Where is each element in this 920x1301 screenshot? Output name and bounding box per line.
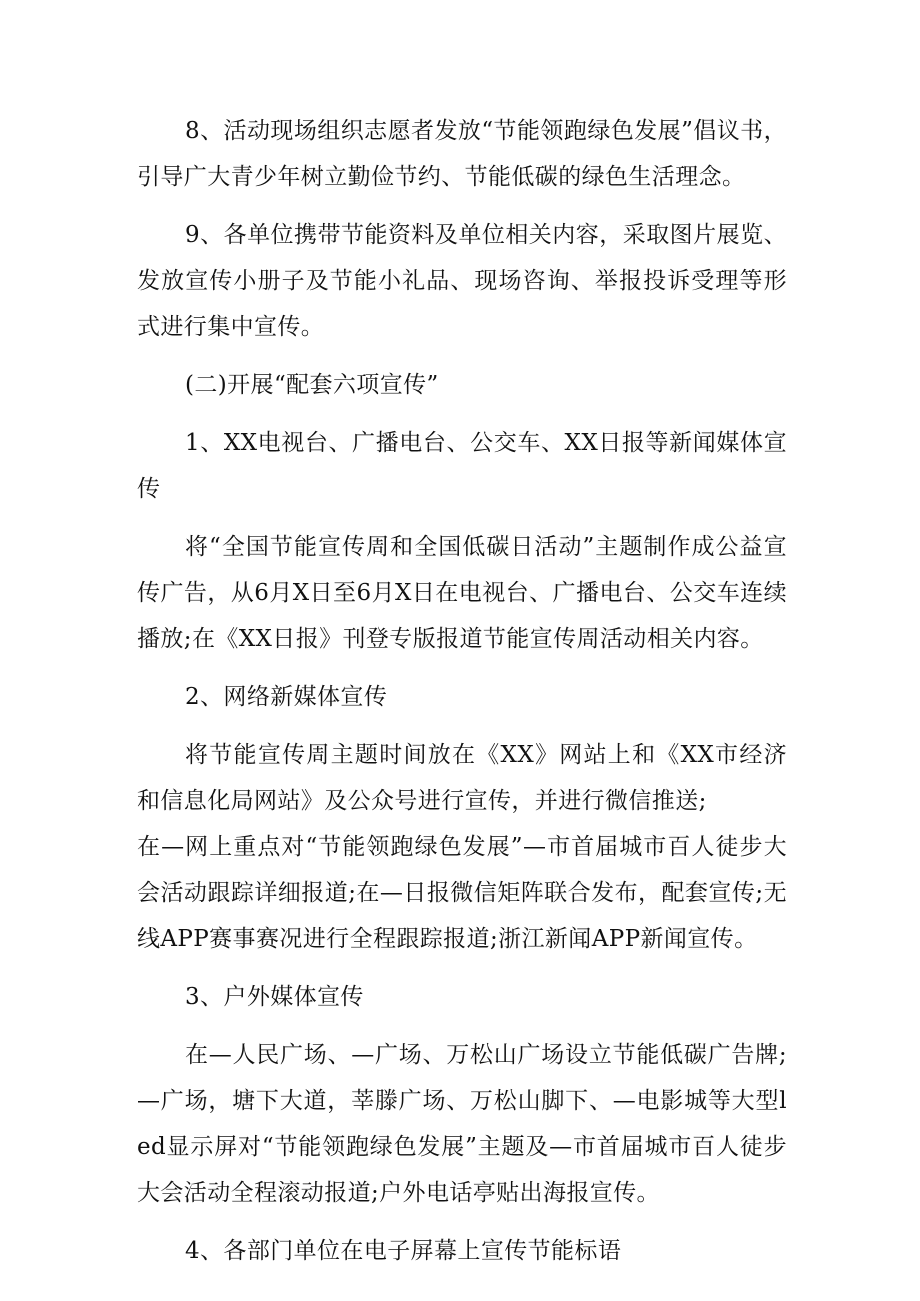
subheading-outdoor-media: 3、户外媒体宣传 — [185, 984, 364, 1010]
paragraph-tv-radio-media: 将“全国节能宣传周和全国低碳日活动”主题制作成公益宣传广告，从6月X日至6月X日在电视台、广播电台、公交车连续播放;在《XX日报》刊登专版报道节能宣传周活动相关内容。 — [137, 534, 787, 652]
paragraph-item-9: 9、各单位携带节能资料及单位相关内容，采取图片展览、发放宣传小册子及节能小礼品、现场咨询、举报投诉受理等形式进行集中宣传。 — [137, 222, 787, 340]
section-heading-two: (二)开展“配套六项宣传” — [185, 372, 439, 398]
paragraph-outdoor-media: 在—人民广场、—广场、万松山广场设立节能低碳广告牌;—广场，塘下大道，莘滕广场、万松山脚下、—电影城等大型led显示屏对“节能领跑绿色发展”主题及—市首届城市百人徒步大会活动全程滚动报道;户外电话亭贴出海报宣传。 — [137, 1042, 787, 1206]
document-body — [137, 108, 787, 1274]
paragraph-online-media: 将节能宣传周主题时间放在《XX》网站上和《XX市经济和信息化局网站》及公众号进行宣传，并进行微信推送; — [137, 742, 787, 814]
paragraph-item-8: 8、活动现场组织志愿者发放“节能领跑绿色发展”倡议书，引导广大青少年树立勤俭节约、节能低碳的绿色生活理念。 — [137, 118, 787, 190]
subheading-department-screens: 4、各部门单位在电子屏幕上宣传节能标语 — [185, 1238, 622, 1264]
subheading-online-media: 2、网络新媒体宣传 — [185, 684, 388, 710]
paragraph-online-tracking: 在—网上重点对“节能领跑绿色发展”—市首届城市百人徒步大会活动跟踪详细报道;在—日报微信矩阵联合发布，配套宣传;无线APP赛事赛况进行全程跟踪报道;浙江新闻APP新闻宣传。 — [137, 834, 787, 952]
subheading-tv-radio-media: 1、XX电视台、广播电台、公交车、XX日报等新闻媒体宣传 — [137, 430, 787, 502]
